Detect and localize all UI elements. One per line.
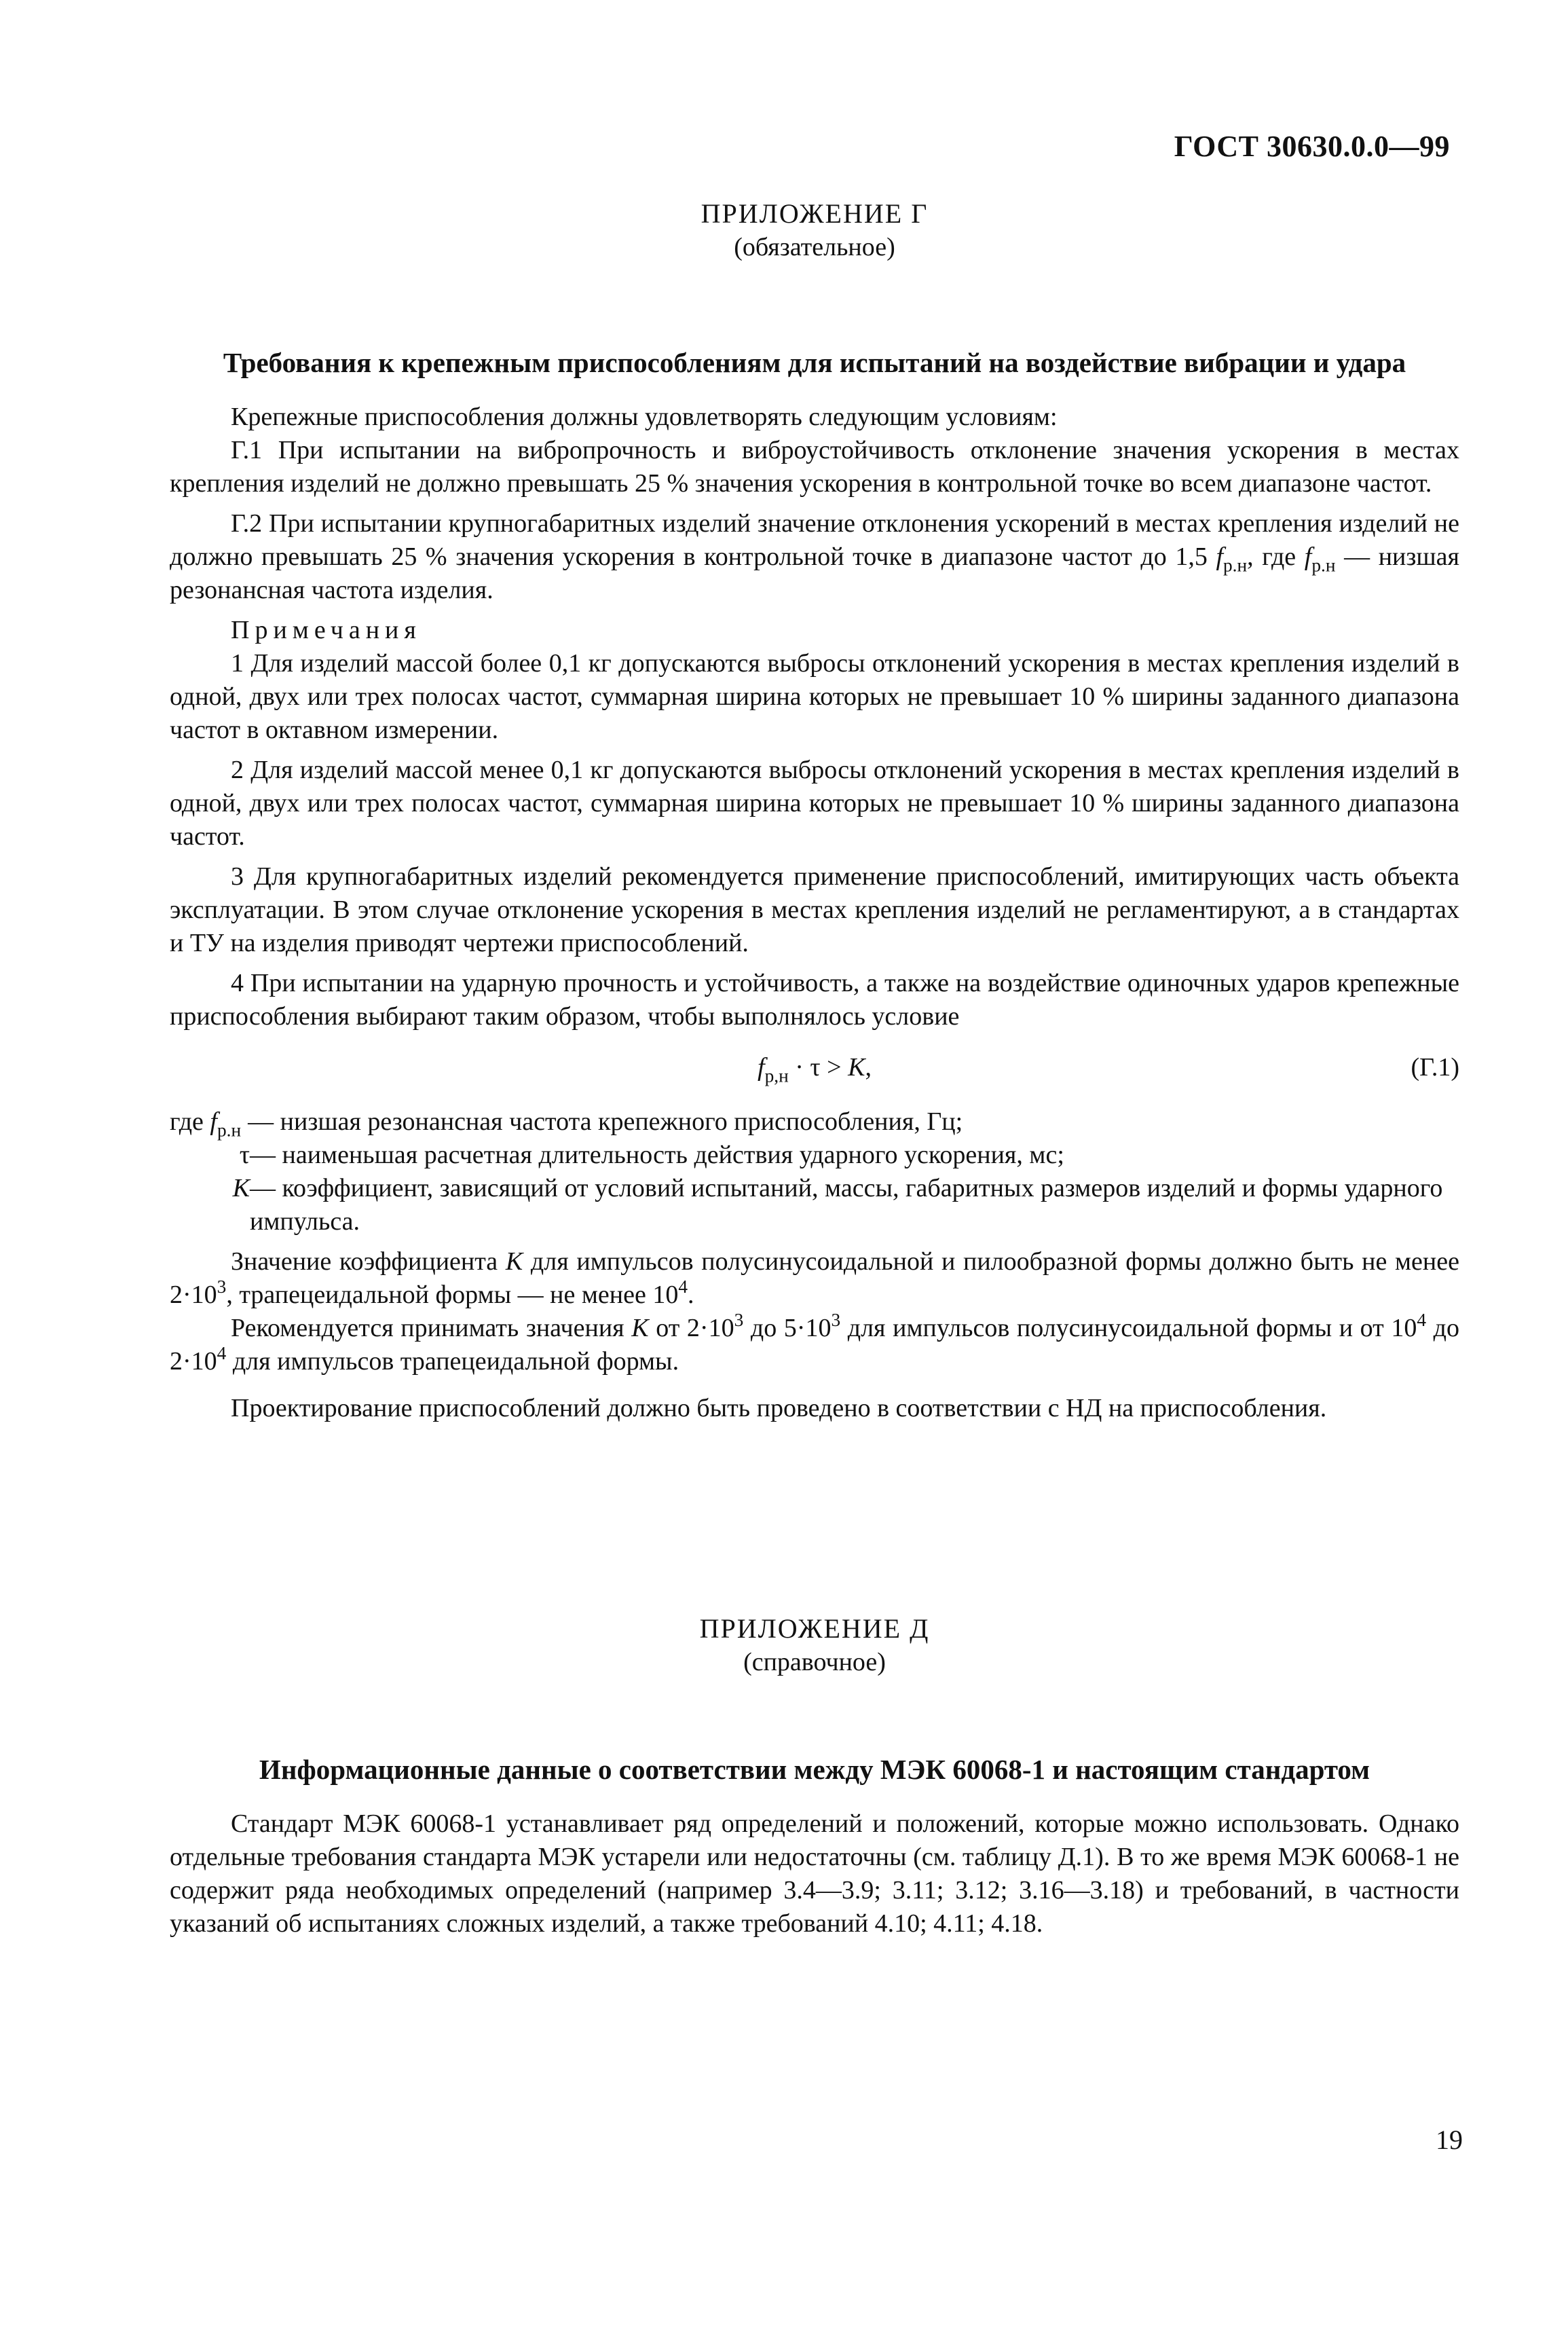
- definition-tau: τ — наименьшая расчетная длительность действия ударного ускорения, мс;: [239, 1141, 1064, 1169]
- appendix-d-heading: Информационные данные о соответствии между МЭК 60068-1 и настоящим стандартом: [259, 1754, 1370, 1785]
- appendix-g-title: ПРИЛОЖЕНИЕ Г: [701, 198, 929, 229]
- note-2: 2 Для изделий массой менее 0,1 кг допускаются выбросы отклонений ускорения в местах крепления изделий в одной, двух или трех полосах частот, суммарная ширина которых не превышает 10 % ширины заданного диапазона частот.: [170, 756, 1459, 851]
- clause-g1: Г.1 При испытании на вибропрочность и виброустойчивость отклонение значения ускорения в местах крепления изделий не должно превышать 25 % значения ускорения в контрольной точке во всем диапазоне частот.: [170, 436, 1459, 498]
- definition-f: где $f_{р.н}$ — низшая резонансная частота крепежного приспособления, Гц;: [170, 1107, 963, 1141]
- document-code: ГОСТ 30630.0.0—99: [1174, 130, 1450, 163]
- appendix-g-heading: Требования к крепежным приспособлениям для испытаний на воздействие вибрации и удара: [223, 347, 1406, 378]
- note-3: 3 Для крупногабаритных изделий рекомендуется применение приспособлений, имитирующих часть объекта эксплуатации. В этом случае отклонение ускорения в местах крепления изделий не регламентируют, а в стандартах и ТУ на изделия приводят чертежи приспособлений.: [170, 862, 1459, 957]
- formula-number: (Г.1): [1411, 1053, 1459, 1082]
- definition-k: K — коэффициент, зависящий от условий испытаний, массы, габаритных размеров изделий и формы ударного импульса.: [232, 1174, 1443, 1236]
- appendix-d-status: (справочное): [743, 1648, 886, 1676]
- appendix-d-body: Стандарт МЭК 60068-1 устанавливает ряд определений и положений, которые можно использовать. Однако отдельные требования стандарта МЭК устарели или недостаточны (см. таблицу Д.1). В то же время МЭК 60068-1 не содержит ряда необходимых определений (например 3.4—3.9; 3.11; 3.12; 3.16—3.18) и требований, в частности указаний об испытаниях сложных изделий, а также требований 4.10; 4.11; 4.18.: [170, 1809, 1459, 1938]
- appendix-g-intro: Крепежные приспособления должны удовлетворять следующим условиям:: [231, 403, 1058, 431]
- formula-definitions: [170, 1105, 1459, 1238]
- k-recommendation-paragraph: Рекомендуется принимать значения K от $2\cdot 10^3$ до $5\cdot 10^3$ для импульсов полусинусоидальной формы и от $10^4$ до $2\cdot 10^4$ для импульсов трапецеидальной формы.: [170, 1309, 1459, 1376]
- design-paragraph: Проектирование приспособлений должно быть проведено в соответствии с НД на приспособления.: [231, 1394, 1327, 1422]
- note-1: 1 Для изделий массой более 0,1 кг допускаются выбросы отклонений ускорения в местах крепления изделий в одной, двух или трех полосах частот, суммарная ширина которых не превышает 10 % ширины заданного диапазона частот в октавном измерении.: [170, 649, 1459, 744]
- appendix-d-title: ПРИЛОЖЕНИЕ Д: [699, 1613, 930, 1644]
- k-value-paragraph: Значение коэффициента K для импульсов полусинусоидальной и пилообразной формы должно быть не менее $2\cdot 10^3$, трапецеидальной формы — не менее $10^4$.: [170, 1247, 1459, 1309]
- notes-title: Примечания: [231, 616, 422, 644]
- note-4: 4 При испытании на ударную прочность и устойчивость, а также на воздействие одиночных ударов крепежные приспособления выбирают таким образом, чтобы выполнялось условие: [170, 969, 1459, 1031]
- appendix-g-status: (обязательное): [734, 233, 895, 261]
- clause-g2: Г.2 При испытании крупногабаритных изделий значение отклонения ускорений в местах крепления изделий не должно превышать 25 % значения ускорения в контрольной точке в диапазоне частот до 1,5 $f_{р.н}$, где $f_{р.н}$ — низшая резонансная частота изделия.: [170, 509, 1459, 604]
- page-content: [170, 197, 1459, 1940]
- formula-g1: [170, 1052, 1459, 1093]
- formula-expression: $f_{р,н} \cdot \tau > K$,: [758, 1053, 872, 1086]
- page-number: 19: [1436, 2124, 1463, 2155]
